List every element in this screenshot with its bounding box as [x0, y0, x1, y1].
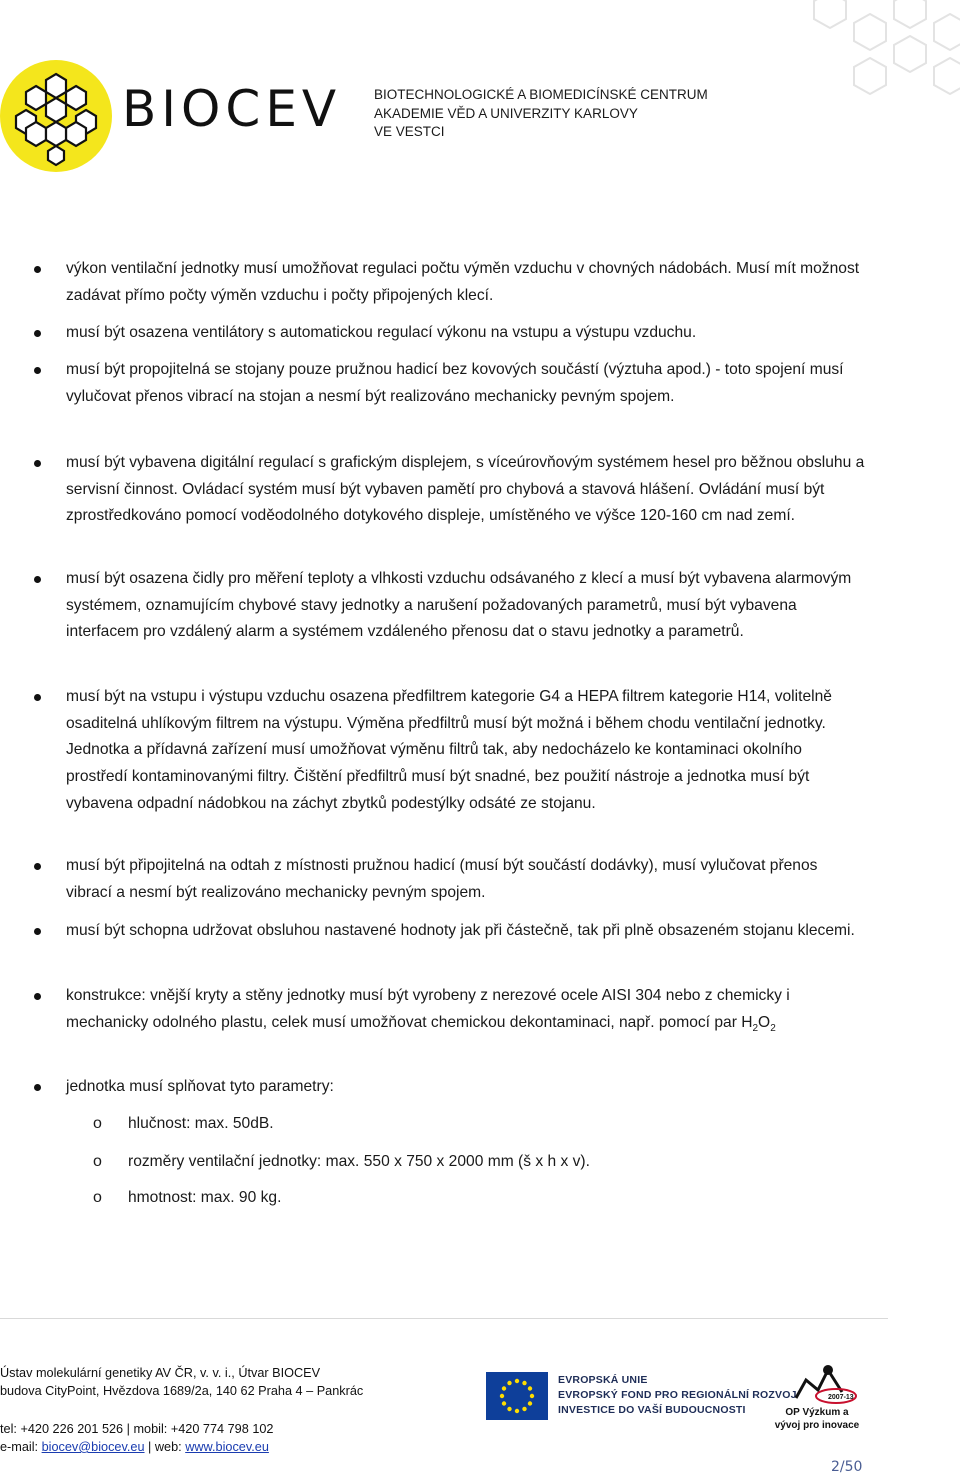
eu-star-icon: [528, 1401, 532, 1405]
biocev-logo-icon: [0, 60, 112, 172]
bullet-icon: [34, 928, 41, 935]
eu-star-icon: [522, 1407, 526, 1411]
logo-wordmark: BIOCEV: [122, 80, 342, 138]
eu-star-icon: [528, 1386, 532, 1390]
eu-text-line: EVROPSKÁ UNIE: [558, 1374, 648, 1386]
op-logo-text: OP Výzkum a vývoj pro inovace: [774, 1407, 860, 1431]
bullet-icon: [34, 266, 41, 273]
institution-line: BIOTECHNOLOGICKÉ A BIOMEDICÍNSKÉ CENTRUM: [374, 87, 708, 102]
list-item-text: musí být schopna udržovat obsluhou nastavené hodnoty jak při částečně, tak při plně obsazeném stojanu klecemi.: [66, 922, 855, 939]
eu-text-line: INVESTICE DO VAŠÍ BUDOUCNOSTI: [558, 1404, 746, 1416]
circle-bullet-icon: o: [93, 1115, 102, 1132]
list-item-text: výkon ventilační jednotky musí umožňovat regulaci počtu výměn vzduchu v chovných nádobách. Musí mít možnost zadávat přímo počty výměn vzduchu i počty připojených klecí.: [66, 260, 860, 304]
web-label: | web:: [144, 1440, 186, 1454]
bullet-icon: [34, 576, 41, 583]
eu-star-icon: [500, 1394, 504, 1398]
email-link[interactable]: biocev@biocev.eu: [41, 1440, 145, 1454]
bullet-icon: [34, 330, 41, 337]
footer-phone-line: tel: +420 226 201 526 | mobil: +420 774 798 102: [0, 1422, 274, 1436]
eu-star-icon: [502, 1386, 506, 1390]
eu-star-icon: [507, 1407, 511, 1411]
eu-text-line: EVROPSKÝ FOND PRO REGIONÁLNÍ ROZVOJ: [558, 1389, 797, 1401]
list-item-text: musí být na vstupu i výstupu vzduchu osazena předfiltrem kategorie G4 a HEPA filtrem kategorie H14, volitelně osaditelná uhlíkovým filtrem na výstupu. Výměna předfiltrů musí být možná i během chodu ventilační jednotky. Jednotka a přídavná zařízení musí umožňovat výměnu filtrů tak, aby nedocházelo ke kontaminaci okolního prostředí kontaminovanými filtry. Čištění předfiltrů musí být snadné, bez použití nástroje a jednotka musí být vybavena odpadní nádobkou na záchyt zbytků podestýlky odsáté ze stojanu.: [66, 688, 832, 812]
eu-star-icon: [502, 1401, 506, 1405]
list-item-text: musí být osazena čidly pro měření teploty a vlhkosti vzduchu odsávaného z klecí a musí být vybavena alarmovým systémem, oznamujícím chybové stavy jednotky a narušení požadovaných parametrů, musí být vybavena interfacem pro vzdálený alarm a systémem vzdáleného přenosu dat o stavu jednotky a parametrů.: [66, 570, 852, 641]
sub-list-item-text: hmotnost: max. 90 kg.: [128, 1189, 282, 1206]
page-header: [0, 0, 960, 180]
footer-contact: [0, 1364, 363, 1456]
bullet-icon: [34, 993, 41, 1000]
sub-list-item-text: hlučnost: max. 50dB.: [128, 1115, 274, 1132]
chemical-formula: $H_2O_2$: [741, 1013, 776, 1034]
footer-email-web-line: [0, 1438, 363, 1456]
institution-line: AKADEMIE VĚD A UNIVERZITY KARLOVY: [374, 105, 638, 121]
list-item-text: musí být osazena ventilátory s automatickou regulací výkonu na vstupu a výstupu vzduchu.: [66, 324, 697, 341]
page-number: 2/50: [831, 1459, 863, 1475]
institution-line: VE VESTCI: [374, 124, 445, 139]
circle-bullet-icon: o: [93, 1153, 102, 1170]
email-label: e-mail:: [0, 1440, 42, 1454]
sub-list-item-text: rozměry ventilační jednotky: max. 550 x 750 x 2000 mm (š x h x v).: [128, 1153, 590, 1170]
op-years: 2007-13: [828, 1394, 854, 1401]
institution-name: [374, 86, 708, 142]
list-item-text: konstrukce: vnější kryty a stěny jednotky musí být vyrobeny z nerezové ocele AISI 304 nebo z chemicky i mechanicky odolného plastu, celek musí umožňovat chemickou dekontaminaci, např. pomocí par $H_2O_2$: [66, 987, 790, 1034]
web-link[interactable]: www.biocev.eu: [185, 1440, 269, 1454]
footer-address-line: budova CityPoint, Hvězdova 1689/2a, 140 62 Praha 4 – Pankrác: [0, 1384, 364, 1398]
op-vavpi-logo-icon: [766, 1362, 866, 1410]
bullet-icon: [34, 367, 41, 374]
eu-funding-text: [558, 1373, 797, 1418]
list-item-text: musí být vybavena digitální regulací s grafickým displejem, s víceúrovňovým systémem hesel pro běžnou obsluhu a servisní činnost. Ovládací systém musí být vybaven pamětí pro chybová a stavová hlášení. Ovládání musí být zprostředkováno pomocí voděodolného dotykového displeje, umístěného ve výšce 120-160 cm nad zemí.: [66, 454, 865, 525]
list-item-text: musí být připojitelná na odtah z místnosti pružnou hadicí (musí být součástí dodávky), musí vylučovat přenos vibrací a nesmí být realizováno mechanicky pevným spojem.: [66, 857, 818, 901]
eu-flag-icon: [486, 1372, 548, 1420]
footer-org-line: Ústav molekulární genetiky AV ČR, v. v. i., Útvar BIOCEV: [0, 1366, 321, 1380]
eu-star-icon: [515, 1409, 519, 1413]
eu-star-icon: [515, 1379, 519, 1383]
footer-divider: [0, 1318, 888, 1319]
bullet-icon: [34, 863, 41, 870]
list-item-text: jednotka musí splňovat tyto parametry:: [66, 1078, 334, 1095]
eu-star-icon: [507, 1381, 511, 1385]
bullet-icon: [34, 460, 41, 467]
eu-star-icon: [522, 1381, 526, 1385]
bullet-icon: [34, 694, 41, 701]
circle-bullet-icon: o: [93, 1189, 102, 1206]
eu-star-icon: [530, 1394, 534, 1398]
list-item-text: musí být propojitelná se stojany pouze pružnou hadicí bez kovových součástí (výztuha apod.) - toto spojení musí vylučovat přenos vibrací na stojan a nesmí být realizováno mechanicky pevným spojem.: [66, 361, 844, 405]
bullet-icon: [34, 1084, 41, 1091]
